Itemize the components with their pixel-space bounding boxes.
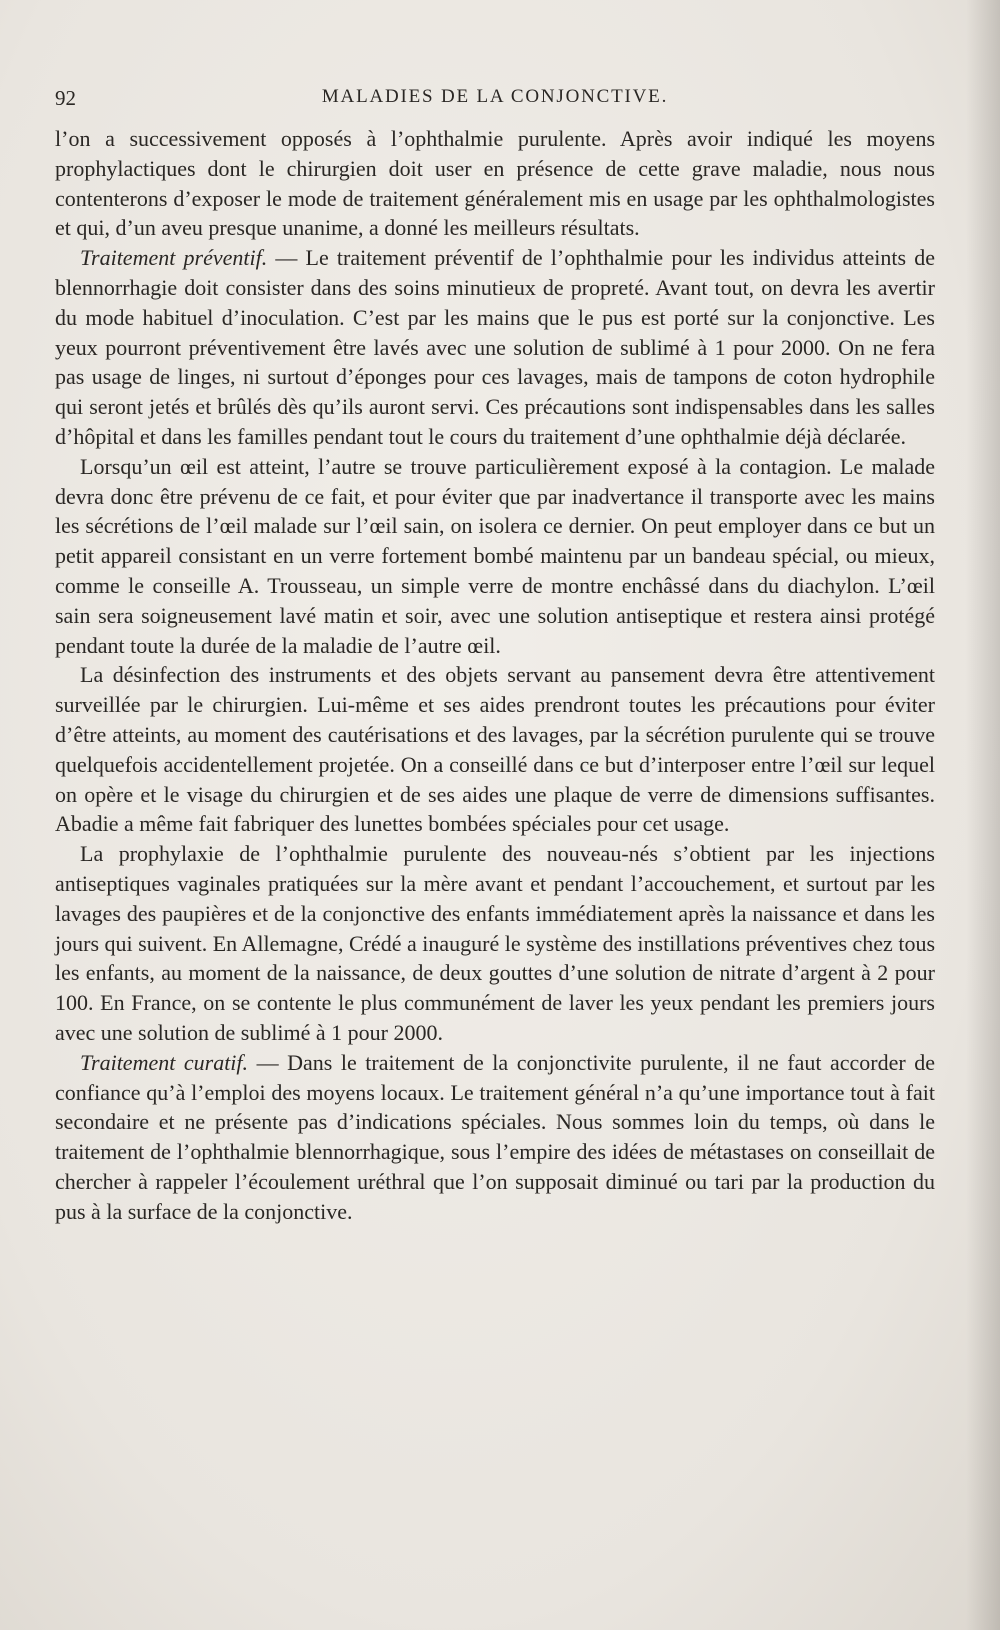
body-text (55, 124, 935, 1226)
paragraph-curative-treatment (55, 1048, 935, 1227)
running-header (55, 86, 935, 116)
page-number: 92 (55, 86, 76, 110)
page-gutter-shadow (966, 0, 1000, 1630)
paragraph-disinfection (55, 660, 935, 839)
paragraph-text: La prophylaxie de l’ophthalmie purulente des nouveau-nés s’obtient par les injections antiseptiques vaginales pratiquées sur la mère avant et pendant l’accouchement, et surtout par les lavages des paupières et de la conjonctive des enfants immédiatement après la naissance et dans les jours qui suivent. En Allemagne, Crédé a inauguré le système des instillations préventives chez tous les enfants, au moment de la naissance, de deux gouttes d’une solution de nitrate d’argent à 2 pour 100. En France, on se contente le plus communément de laver les yeux pendant les premiers jours avec une solution de sublimé à 1 pour 2000. (55, 841, 935, 1045)
paragraph-prophylaxis-newborns (55, 839, 935, 1048)
paragraph-text: — Le traitement préventif de l’ophthalmie pour les individus atteints de blennorrhagie doit consister dans des soins minutieux de propreté. Avant tout, on devra les avertir du mode habituel d’inoculation. C’est par les mains que le pus est porté sur la conjonctive. Les yeux pourront préventivement être lavés avec une solution de sublimé à 1 pour 2000. On ne fera pas usage de linges, ni surtout d’éponges pour ces lavages, mais de tampons de coton hydrophile qui seront jetés et brûlés dès qu’ils auront servi. Ces précautions sont indispensables dans les salles d’hôpital et dans les familles pendant tout le cours du traitement d’une ophthalmie déjà déclarée. (55, 245, 935, 449)
paragraph-continuation (55, 124, 935, 243)
section-heading-curative: Traitement curatif. (80, 1049, 249, 1075)
section-heading-preventive: Traitement préventif. (80, 245, 268, 271)
paragraph-text: — Dans le traitement de la conjonctivite purulente, il ne faut accorder de confiance qu’à l’emploi des moyens locaux. Le traitement général n’a qu’une importance tout à fait secondaire et ne présente pas d’indications spéciales. Nous sommes loin du temps, où dans le traitement de l’ophthalmie blennorrhagique, sous l’empire des idées de métastases on conseillait de chercher à rappeler l’écoulement uréthral que l’on supposait diminué ou tari par la production du pus à la surface de la conjonctive. (55, 1049, 935, 1224)
paragraph-text: Lorsqu’un œil est atteint, l’autre se trouve particulièrement exposé à la contagion. Le malade devra donc être prévenu de ce fait, et pour éviter que par inadvertance il transporte avec les mains les sécrétions de l’œil malade sur l’œil sain, on isolera ce dernier. On peut employer dans ce but un petit appareil consistant en un verre fortement bombé maintenu par un bandeau spécial, ou mieux, comme le conseille A. Trousseau, un simple verre de montre enchâssé dans du diachylon. L’œil sain sera soigneusement lavé matin et soir, avec une solution antiseptique et restera ainsi protégé pendant toute la durée de la maladie de l’autre œil. (55, 453, 935, 658)
paragraph-text: l’on a successivement opposés à l’ophthalmie purulente. Après avoir indiqué les moyens prophylactiques dont le chirurgien doit user en présence de cette grave maladie, nous nous contenterons d’exposer le mode de traitement généralement mis en usage par les ophthalmologistes et qui, d’un aveu presque unanime, a donné les meilleurs résultats. (55, 126, 935, 241)
paragraph-contagion (55, 452, 935, 661)
paragraph-preventive-treatment (55, 243, 935, 452)
running-title: MALADIES DE LA CONJONCTIVE. (321, 86, 669, 107)
paragraph-text: La désinfection des instruments et des objets servant au pansement devra être attentivement surveillée par le chirurgien. Lui-même et ses aides prendront toutes les précautions pour éviter d’être atteints, au moment des cautérisations et des lavages, par la sécrétion purulente qui se trouve quelquefois accidentellement projetée. On a conseillé dans ce but d’interposer entre l’œil sur lequel on opère et le visage du chirurgien et de ses aides une plaque de verre de dimensions suffisantes. Abadie a même fait fabriquer des lunettes bombées spéciales pour cet usage. (55, 662, 935, 837)
